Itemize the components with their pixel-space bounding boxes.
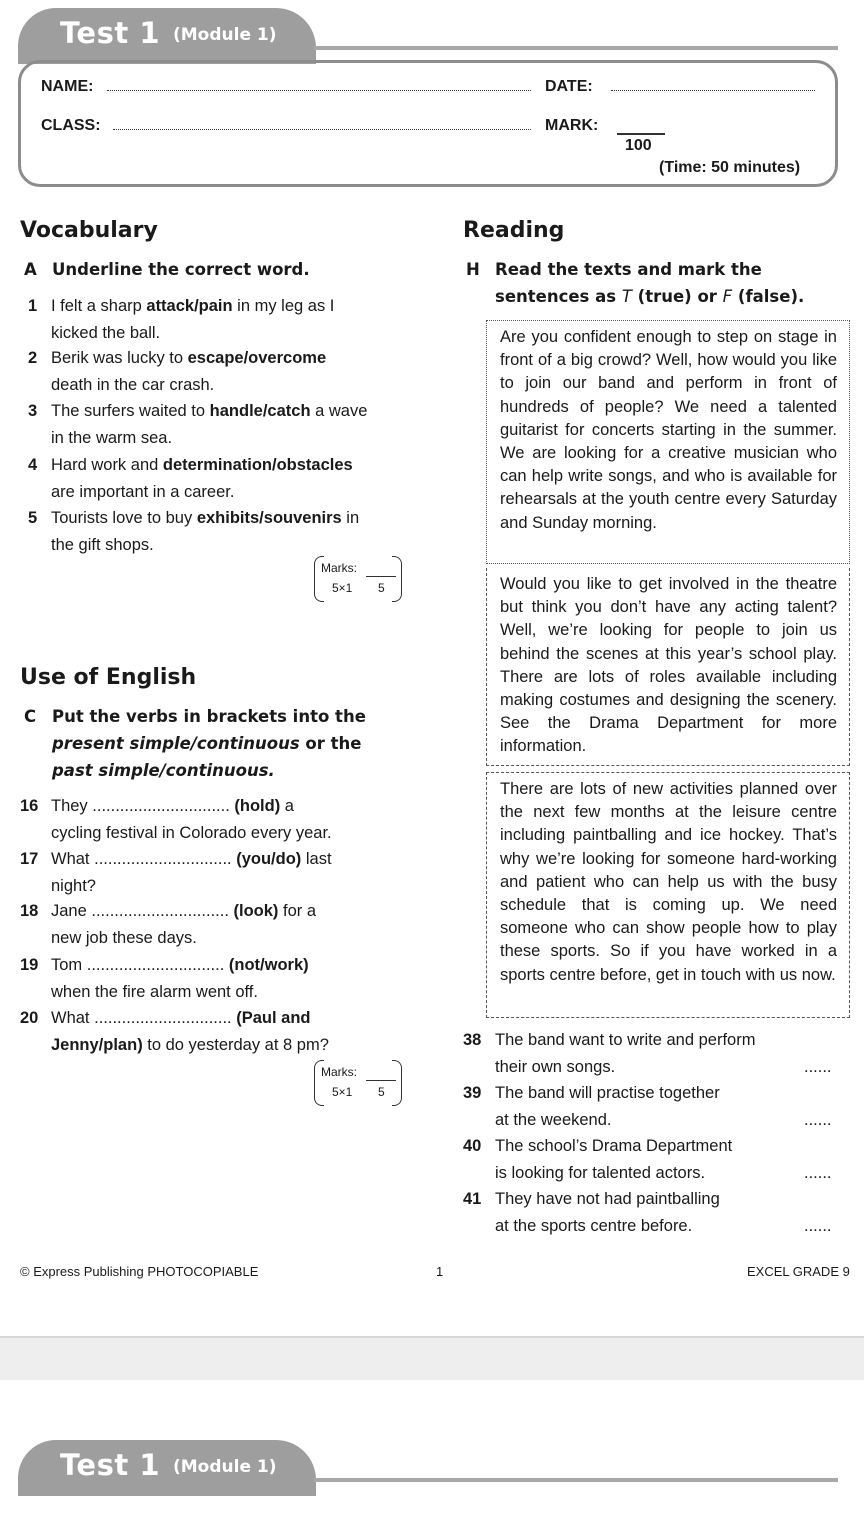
item-line-1	[51, 952, 309, 979]
student-info-box	[18, 60, 838, 187]
vocabulary-item	[28, 293, 428, 347]
item-line-1	[51, 898, 316, 925]
item-line-2	[51, 1032, 329, 1059]
subject: Tom	[51, 956, 87, 974]
statement-line-1: The band want to write and perform	[495, 1031, 756, 1049]
item-line-2: death in the car crash.	[51, 375, 215, 394]
reading-title: Reading	[463, 218, 565, 243]
page-header	[18, 8, 838, 64]
sentence-start: The surfers waited to	[51, 402, 210, 420]
verb-prompt: (Paul and	[231, 1009, 311, 1027]
statement-line-2: their own songs.	[495, 1057, 616, 1076]
statement-line-1: The band will practise together	[495, 1084, 720, 1102]
page-number: 1	[436, 1264, 444, 1279]
instruction-text: Underline the correct word.	[52, 260, 310, 279]
vocabulary-marks	[314, 556, 402, 602]
sentence-continue: in	[341, 509, 360, 527]
item-line-2	[51, 979, 258, 1006]
verb-item	[20, 1005, 440, 1059]
sentence-end: new job these days.	[51, 928, 197, 947]
sentence-continue: a	[280, 797, 294, 815]
footer-grade: EXCEL GRADE 9	[747, 1264, 850, 1279]
true-false-blank[interactable]: ......	[804, 1057, 832, 1076]
vocabulary-instruction	[24, 256, 310, 283]
statement-line-2: is looking for talented actors.	[495, 1163, 706, 1182]
class-field[interactable]	[113, 128, 531, 130]
item-number: 3	[28, 402, 38, 420]
verb-prompt: (hold)	[229, 797, 281, 815]
answer-blank[interactable]: ..............................	[94, 850, 232, 868]
test-title: Test 1	[60, 16, 160, 50]
sentence-continue: for a	[278, 902, 317, 920]
subject: What	[51, 1009, 95, 1027]
item-line-1	[51, 398, 367, 425]
sentence-continue: in my leg as I	[232, 297, 335, 315]
section-letter: C	[24, 707, 37, 726]
statement-item	[463, 1186, 843, 1240]
item-number: 17	[20, 850, 39, 868]
item-line-2: kicked the ball.	[51, 323, 161, 342]
statement-item	[463, 1133, 843, 1187]
answer-blank[interactable]: ..............................	[91, 902, 229, 920]
subject: Jane	[51, 902, 92, 920]
date-label: DATE:	[545, 78, 593, 95]
name-field[interactable]	[107, 89, 531, 91]
sentence-start: Berik was lucky to	[51, 349, 188, 367]
answer-blank[interactable]: ..............................	[92, 797, 230, 815]
use-of-english-instruction	[24, 703, 424, 780]
sentence-end: night?	[51, 876, 96, 895]
vocabulary-title: Vocabulary	[20, 218, 158, 243]
instruction-line-3: past simple/continuous.	[52, 761, 275, 780]
mark-label: MARK:	[545, 117, 599, 134]
statement-line-2: at the weekend.	[495, 1110, 612, 1129]
verb-item	[20, 846, 440, 900]
answer-blank[interactable]: ..............................	[94, 1009, 232, 1027]
header-tab	[18, 1440, 316, 1496]
item-number: 40	[463, 1137, 482, 1155]
reading-instruction	[466, 256, 846, 306]
use-of-english-title: Use of English	[20, 665, 197, 690]
item-line-2	[51, 820, 332, 847]
subject: They	[51, 797, 93, 815]
verb-prompt: (look)	[228, 902, 279, 920]
instruction-line-1: Read the texts and mark the	[495, 260, 762, 279]
sentence-end: cycling festival in Colorado every year.	[51, 823, 332, 842]
module-label: (Module 1)	[173, 1457, 277, 1477]
class-label: CLASS:	[41, 117, 101, 134]
test-title: Test 1	[60, 1448, 160, 1482]
item-number: 38	[463, 1031, 482, 1049]
sentence-continue: a wave	[310, 402, 368, 420]
item-line-2: the gift shops.	[51, 535, 154, 554]
verb-item	[20, 952, 440, 1006]
item-number: 5	[28, 509, 38, 527]
item-number: 19	[20, 956, 39, 974]
reading-text-leisure-centre: There are lots of new activities planned over the next few months at the leisure centre including paintballing and ice hockey. That’s why we’re looking for someone hard-working and patient who can help us with the busy schedule that is coming up. We need someone who can show people how to play these sports. So if you have worked in a sports centre before, get in touch with us now.	[486, 772, 850, 1018]
mark-total: 100	[625, 137, 652, 154]
item-number: 16	[20, 797, 39, 815]
word-choice[interactable]: determination/obstacles	[162, 456, 353, 474]
item-line-1	[51, 345, 326, 372]
use-of-english-marks	[314, 1060, 402, 1106]
item-number: 41	[463, 1190, 482, 1208]
item-line-1	[51, 293, 334, 320]
verb-item	[20, 898, 440, 952]
marks-calc: 5×1	[332, 581, 353, 595]
header-rule	[314, 46, 838, 50]
header-rule	[314, 1478, 838, 1482]
true-false-blank[interactable]: ......	[804, 1110, 832, 1129]
statement-line-2: at the sports centre before.	[495, 1216, 693, 1235]
date-field[interactable]	[611, 89, 815, 91]
item-number: 2	[28, 349, 38, 367]
vocabulary-item	[28, 452, 428, 506]
item-line-1	[51, 505, 359, 532]
statement-item	[463, 1080, 843, 1134]
marks-score-field[interactable]	[366, 1080, 396, 1081]
item-number: 18	[20, 902, 39, 920]
true-false-blank[interactable]: ......	[804, 1216, 832, 1235]
page-gap	[0, 1338, 864, 1380]
marks-score-field[interactable]	[366, 576, 396, 577]
item-line-1	[51, 793, 294, 820]
verb-prompt: Jenny/plan)	[51, 1035, 143, 1054]
header-tab	[18, 8, 316, 64]
item-line-2	[51, 925, 197, 952]
marks-calc: 5×1	[332, 1085, 353, 1099]
module-label: (Module 1)	[173, 25, 277, 45]
section-letter: A	[24, 260, 37, 279]
sentence-end: when the fire alarm went off.	[51, 982, 258, 1001]
item-line-1	[51, 452, 353, 479]
marks-total: 5	[378, 581, 385, 595]
true-false-blank[interactable]: ......	[804, 1163, 832, 1182]
word-choice[interactable]: escape/overcome	[187, 349, 327, 367]
word-choice[interactable]: attack/pain	[146, 297, 233, 315]
subject: What	[51, 850, 95, 868]
item-line-1	[51, 846, 332, 873]
verb-prompt: (not/work)	[224, 956, 309, 974]
vocabulary-item	[28, 505, 428, 559]
mark-field[interactable]	[617, 133, 665, 135]
sentence-start: Hard work and	[51, 456, 163, 474]
sentence-start: Tourists love to buy	[51, 509, 197, 527]
verb-prompt: (you/do)	[231, 850, 302, 868]
instruction-line-2: present simple/continuous or the	[52, 734, 362, 753]
statement-line-1: The school’s Drama Department	[495, 1137, 733, 1155]
statement-item	[463, 1027, 843, 1081]
instruction-tenses: present simple/continuous	[52, 734, 300, 753]
item-line-1	[51, 1005, 310, 1032]
marks-label: Marks:	[321, 1065, 357, 1079]
item-line-2	[51, 873, 96, 900]
verb-item	[20, 793, 440, 847]
vocabulary-item	[28, 345, 428, 399]
sentence-end: to do yesterday at 8 pm?	[142, 1035, 329, 1054]
marks-label: Marks:	[321, 561, 357, 575]
marks-total: 5	[378, 1085, 385, 1099]
item-number: 39	[463, 1084, 482, 1102]
vocabulary-item	[28, 398, 428, 452]
name-label: NAME:	[41, 78, 94, 95]
item-line-2: in the warm sea.	[51, 428, 173, 447]
next-page-header	[18, 1440, 838, 1496]
word-choice[interactable]: exhibits/souvenirs	[196, 509, 342, 527]
instruction-line-2: sentences as T (true) or F (false).	[495, 287, 805, 306]
item-number: 20	[20, 1009, 39, 1027]
time-limit: (Time: 50 minutes)	[659, 159, 801, 176]
footer-copyright: © Express Publishing PHOTOCOPIABLE	[20, 1264, 259, 1279]
instruction-line-1: Put the verbs in brackets into the	[52, 707, 366, 726]
statement-line-1: They have not had paintballing	[495, 1190, 720, 1208]
item-number: 1	[28, 297, 38, 315]
reading-text-theatre: Would you like to get involved in the theatre but think you don’t have any acting talent? Well, we’re looking for people to join us behind the scenes at this year’s school play. There are lots of roles available including making costumes and designing the scenery. See the Drama Department for more information.	[486, 568, 850, 766]
reading-text-band: Are you confident enough to step on stage in front of a big crowd? Well, how would you like to join our band and perform in front of hundreds of people? We need a talented guitarist for concerts starting in the summer. We are looking for a creative musician who can help write songs, and who is available for rehearsals at the youth centre every Saturday and Sunday morning.	[486, 320, 850, 564]
item-number: 4	[28, 456, 38, 474]
sentence-start: I felt a sharp	[51, 297, 147, 315]
item-line-2: are important in a career.	[51, 482, 235, 501]
sentence-continue: last	[301, 850, 332, 868]
answer-blank[interactable]: ..............................	[86, 956, 225, 974]
word-choice[interactable]: handle/catch	[209, 402, 311, 420]
section-letter: H	[466, 260, 480, 279]
